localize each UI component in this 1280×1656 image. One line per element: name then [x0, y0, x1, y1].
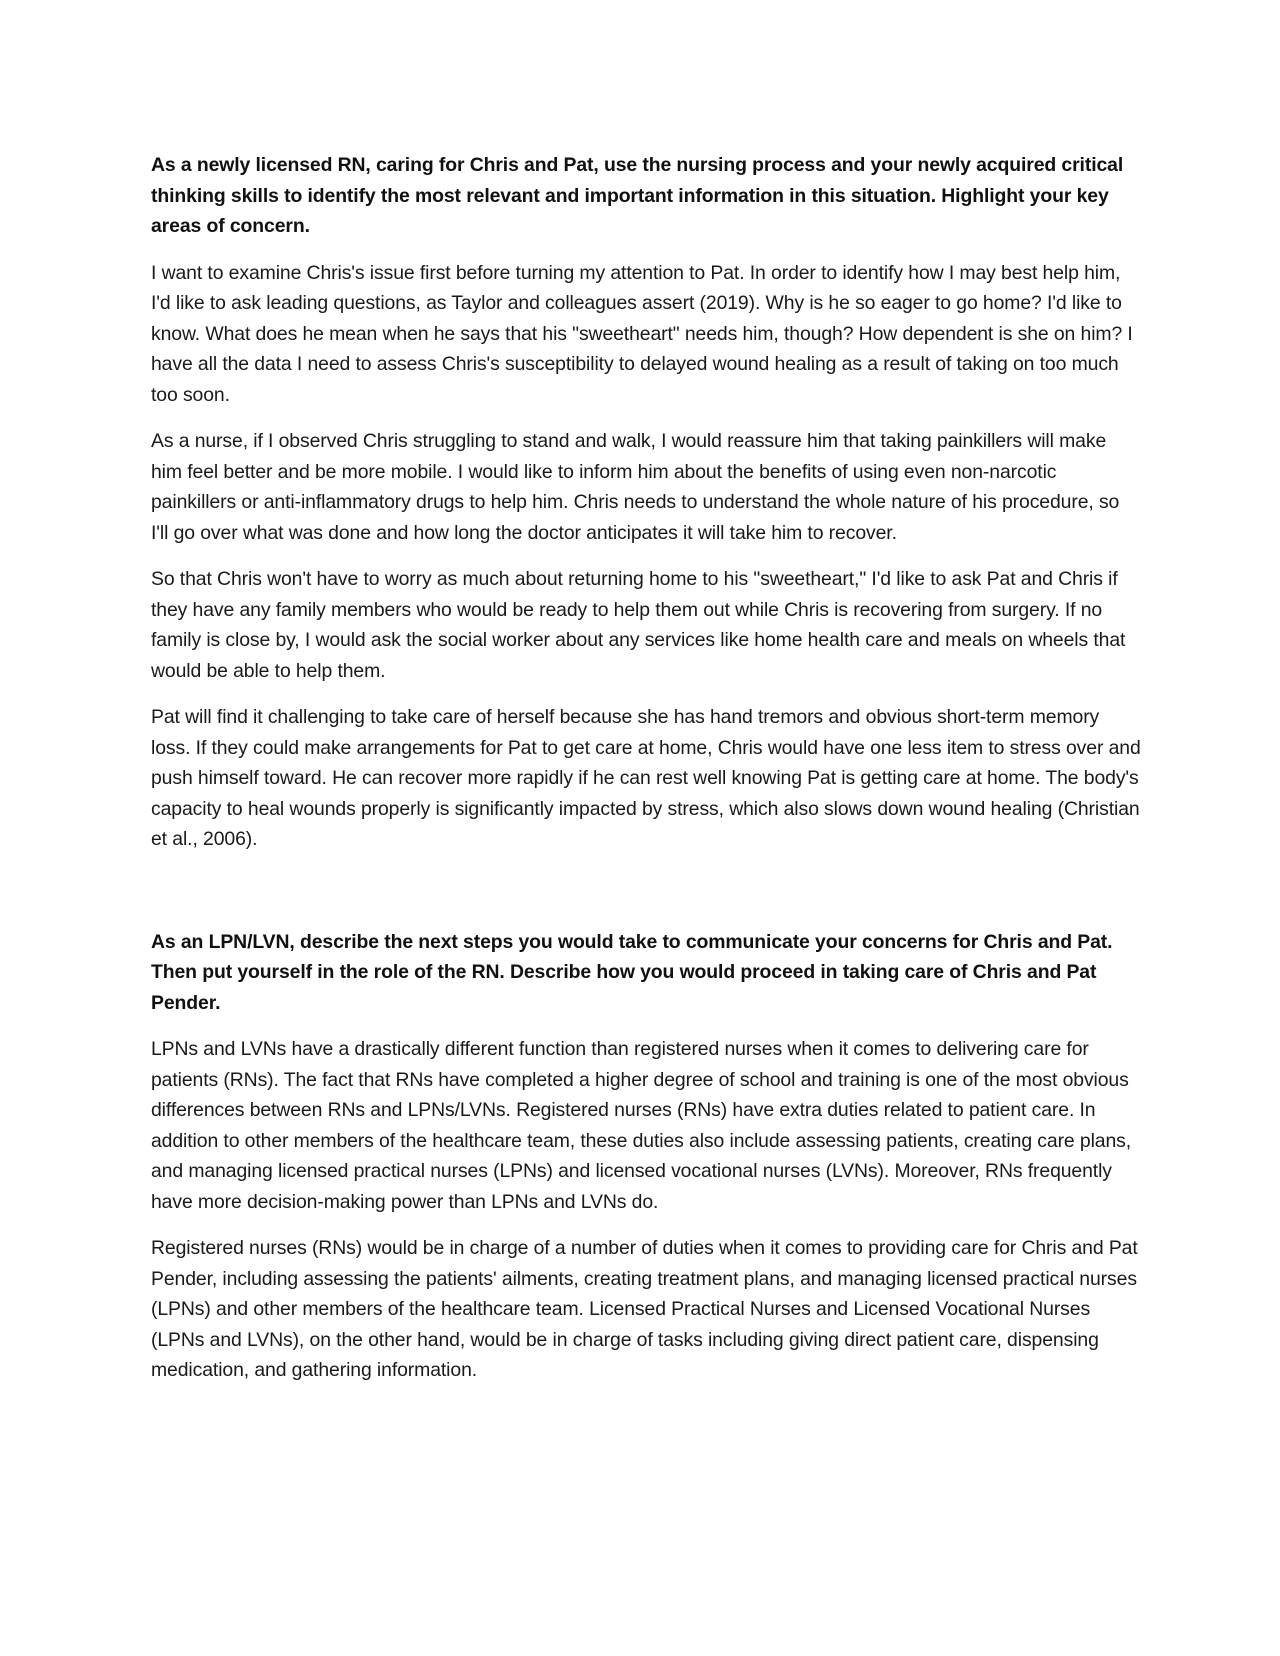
section-spacer [151, 871, 1141, 927]
body-paragraph: So that Chris won't have to worry as much about returning home to his "sweetheart," I'd like to ask Pat and Chris if they have any family members who would be ready to help them out while Chris is recovering from surgery. If no family is close by, I would ask the social worker about any services like home health care and meals on wheels that would be able to help them. [151, 568, 1126, 682]
section-1 [151, 150, 1141, 855]
section-2 [151, 927, 1141, 1386]
body-paragraph: I want to examine Chris's issue first before turning my attention to Pat. In order to identify how I may best help him, I'd like to ask leading questions, as Taylor and colleagues assert (2019). Why is he so eager to go home? I'd like to know. What does he mean when he says that his "sweetheart" needs him, though? How dependent is she on him? I have all the data I need to assess Chris's susceptibility to delayed wound healing as a result of taking on too much too soon. [151, 261, 1133, 406]
body-paragraph: Registered nurses (RNs) would be in charge of a number of duties when it comes to providing care for Chris and Pat Pender, including assessing the patients' ailments, creating treatment plans, and managing licensed practical nurses (LPNs) and other members of the healthcare team. Licensed Practical Nurses and Licensed Vocational Nurses (LPNs and LVNs), on the other hand, would be in charge of tasks including giving direct patient care, dispensing medication, and gathering information. [151, 1237, 1138, 1381]
body-paragraph: As a nurse, if I observed Chris struggling to stand and walk, I would reassure him that taking painkillers will make him feel better and be more mobile. I would like to inform him about the benefits of using even non-narcotic painkillers or anti-inflammatory drugs to help him. Chris needs to understand the whole nature of his procedure, so I'll go over what was done and how long the doctor anticipates it will take him to recover. [151, 430, 1120, 544]
document-body [151, 150, 1141, 1402]
body-paragraph: Pat will find it challenging to take care of herself because she has hand tremors and obvious short-term memory loss. If they could make arrangements for Pat to get care at home, Chris would have one less item to stress over and push himself toward. He can recover more rapidly if he can rest well knowing Pat is getting care at home. The body's capacity to heal wounds properly is significantly impacted by stress, which also slows down wound healing (Christian et al., 2006). [151, 706, 1141, 850]
section-heading: As an LPN/LVN, describe the next steps you would take to communicate your concerns for Chris and Pat. Then put yourself in the role of the RN. Describe how you would proceed in taking care of Chris and Pat Pender. [151, 930, 1113, 1014]
body-paragraph: LPNs and LVNs have a drastically different function than registered nurses when it comes to delivering care for patients (RNs). The fact that RNs have completed a higher degree of school and training is one of the most obvious differences between RNs and LPNs/LVNs. Registered nurses (RNs) have extra duties related to patient care. In addition to other members of the healthcare team, these duties also include assessing patients, creating care plans, and managing licensed practical nurses (LPNs) and licensed vocational nurses (LVNs). Moreover, RNs frequently have more decision-making power than LPNs and LVNs do. [151, 1038, 1132, 1213]
section-heading: As a newly licensed RN, caring for Chris and Pat, use the nursing process and your newly acquired critical thinking skills to identify the most relevant and important information in this situation. Highlight your key areas of concern. [151, 154, 1124, 237]
